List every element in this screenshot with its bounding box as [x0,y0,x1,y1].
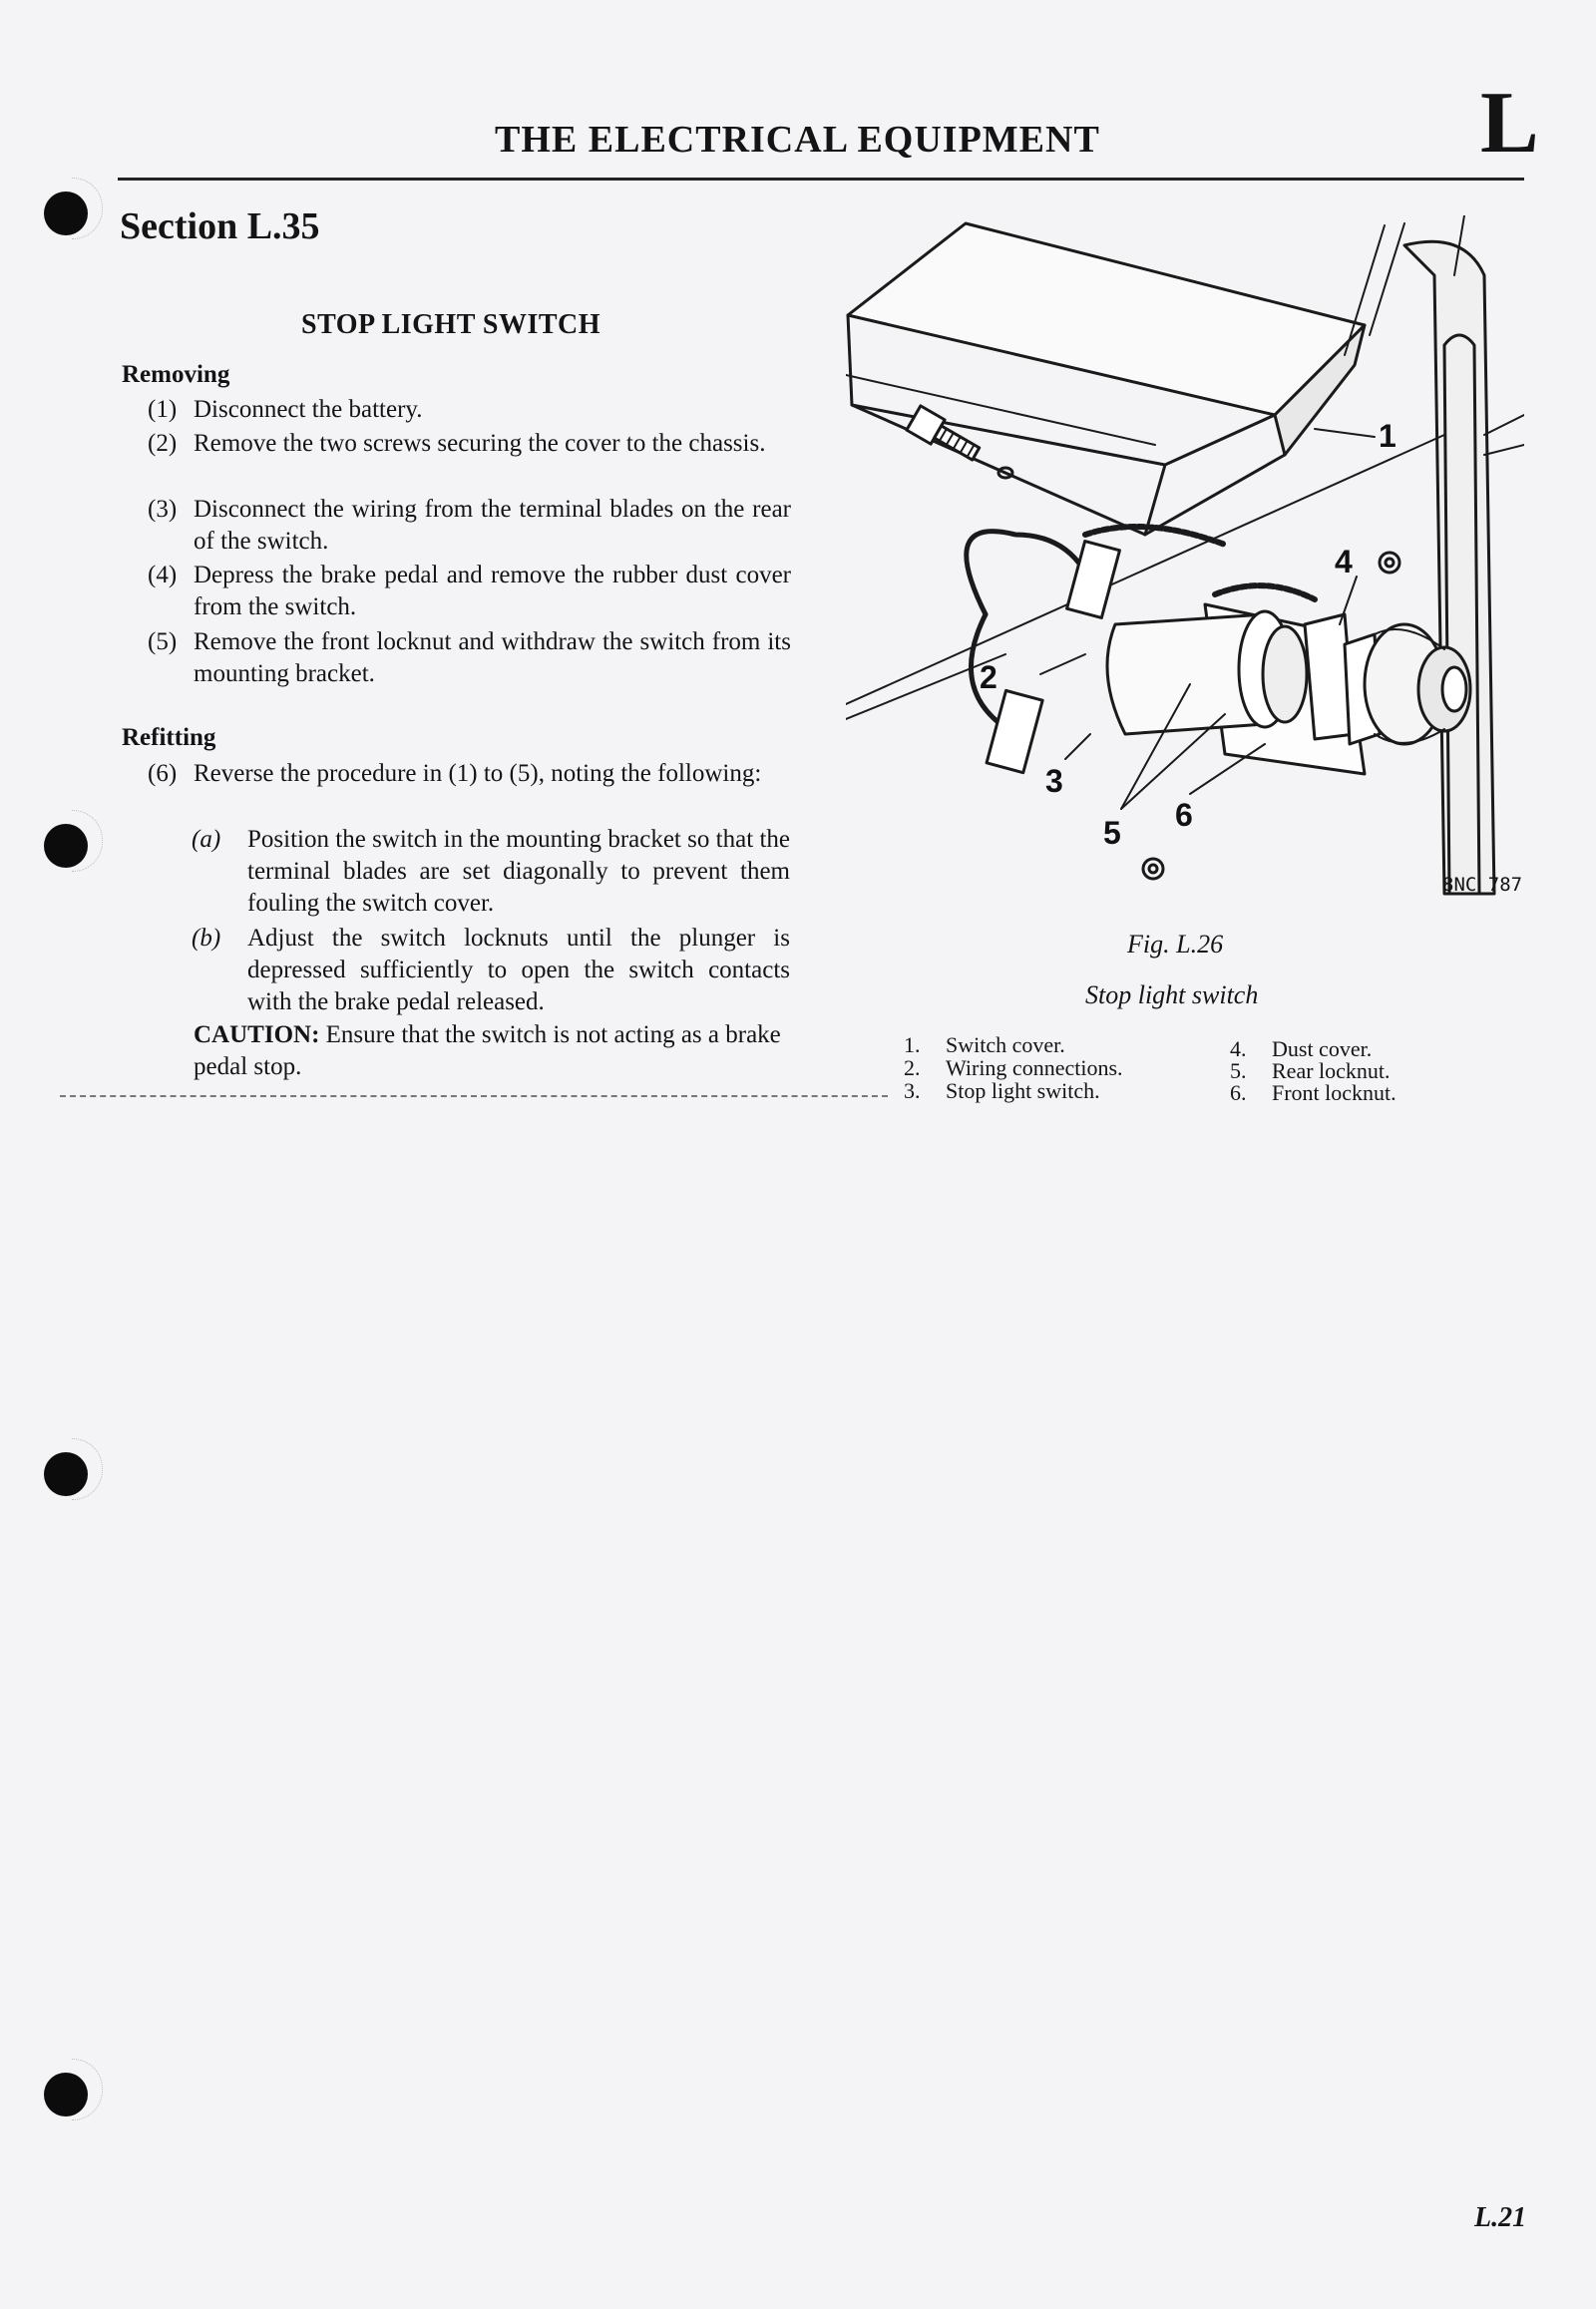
caution-label: CAUTION: [194,1021,320,1048]
step-text: Reverse the procedure in (1) to (5), noting the following: [194,760,762,787]
step-text: Remove the two screws securing the cover to the chassis. [194,430,766,457]
legend-text: Wiring connections. [946,1055,1123,1080]
legend-number: 2. [904,1055,921,1080]
figure-caption: Stop light switch [1085,980,1259,1009]
punch-hole [44,1452,88,1496]
legend-number: 1. [904,1032,921,1057]
legend-item [904,1056,1123,1080]
page-number: L.21 [1474,2202,1527,2233]
header-title: THE ELECTRICAL EQUIPMENT [495,119,1100,161]
caution-text: Ensure that the switch is not acting as a brake pedal stop. [194,1021,781,1080]
step-number: (6) [148,760,178,787]
removing-step [148,428,791,460]
removing-step [148,494,791,558]
legend-text: Switch cover. [946,1032,1065,1057]
legend-item [904,1033,1065,1057]
header-rule [118,178,1524,181]
legend-number: 4. [1230,1036,1247,1061]
step-number: (4) [148,562,178,588]
legend-text: Stop light switch. [946,1078,1100,1103]
refitting-heading: Refitting [122,724,216,751]
callout-5: 5 [1103,815,1121,851]
callout-6: 6 [1175,797,1193,833]
legend-item [1230,1081,1396,1105]
step-text: Depress the brake pedal and remove the rubber dust cover from the switch. [194,562,791,620]
figure-code: 8NC 787 [1442,874,1523,896]
legend-text: Front locknut. [1272,1080,1396,1105]
step-text: Disconnect the wiring from the terminal blades on the rear of the switch. [194,496,791,555]
legend-text: Rear locknut. [1272,1058,1391,1083]
refitting-substep [192,923,790,1018]
step-number: (2) [148,430,178,457]
removing-step [148,626,791,690]
callout-2: 2 [980,659,998,695]
step-number: (1) [148,396,178,423]
refitting-substep [192,824,790,920]
caution-note [194,1019,792,1083]
procedure-title: STOP LIGHT SWITCH [301,309,601,340]
removing-step [148,394,791,426]
removing-step [148,560,791,623]
figure-number: Fig. L.26 [1127,930,1224,959]
section-title: Section L.35 [120,205,320,247]
legend-number: 5. [1230,1058,1247,1083]
step-text: Remove the front locknut and withdraw the switch from its mounting bracket. [194,628,791,687]
step-number: (3) [148,496,178,523]
callout-4: 4 [1335,544,1353,579]
chapter-letter: L [1480,75,1539,172]
legend-item [904,1079,1100,1103]
stop-light-switch-diagram [846,215,1524,914]
legend-text: Dust cover. [1272,1036,1373,1061]
section-end-rule [60,1095,888,1097]
callout-1: 1 [1379,418,1396,454]
punch-hole [44,824,88,868]
legend-number: 3. [904,1078,921,1103]
punch-hole [44,2073,88,2117]
substep-letter: (a) [192,826,221,853]
substep-letter: (b) [192,925,221,952]
removing-heading: Removing [122,361,230,388]
substep-text: Position the switch in the mounting bracket so that the terminal blades are set diagonally to prevent them fouling the switch cover. [247,826,790,917]
step-number: (5) [148,628,178,655]
step-text: Disconnect the battery. [194,396,423,423]
callout-3: 3 [1045,763,1063,799]
punch-hole [44,192,88,235]
legend-number: 6. [1230,1080,1247,1105]
refitting-step [148,758,791,790]
substep-text: Adjust the switch locknuts until the plunger is depressed sufficiently to open the switch contacts with the brake pedal released. [247,925,790,1015]
